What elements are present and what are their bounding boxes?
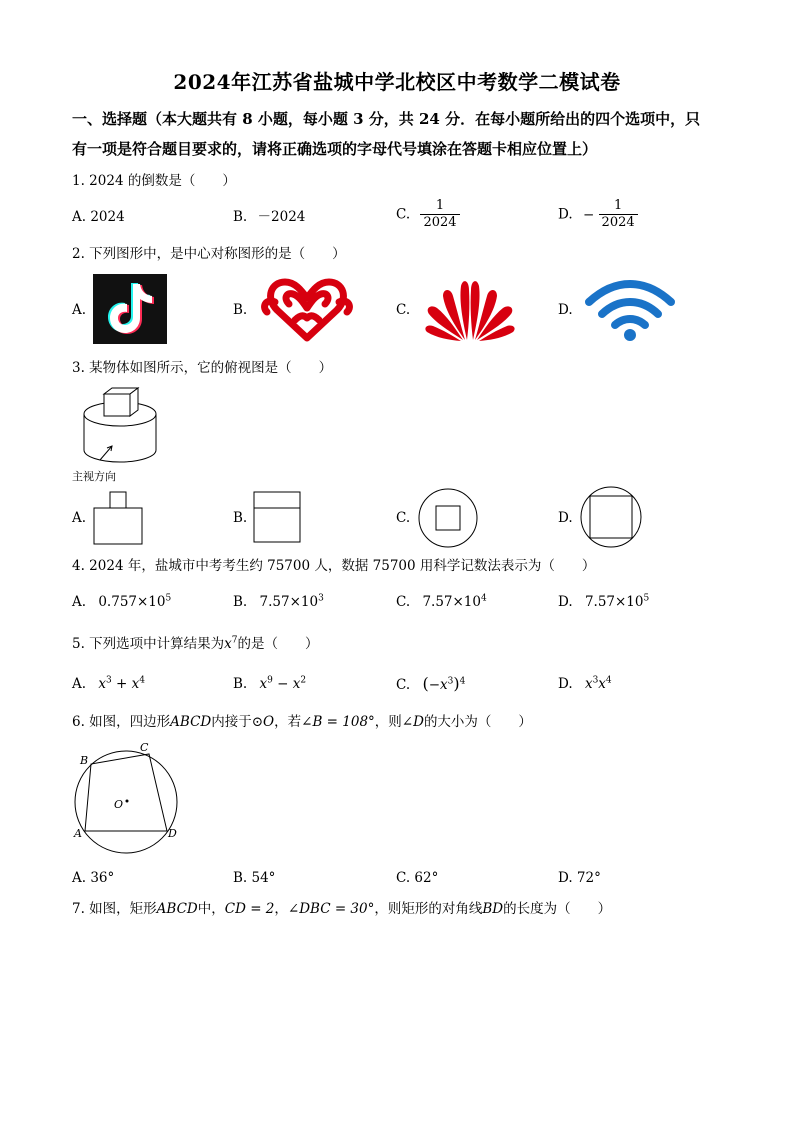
china-unicom-logo-icon: [259, 276, 355, 344]
section-heading-line2: 有一项是符合题目要求的，请将正确选项的字母代号填涂在答题卡相应位置上）: [72, 140, 598, 158]
q5-stem-prefix: 5. 下列选项中计算结果为: [72, 636, 225, 652]
q4-option-d-base: 7.57×10: [584, 594, 644, 610]
q2-option-c-label: C.: [396, 302, 411, 318]
q1-option-c: [396, 198, 460, 231]
section-heading: [72, 104, 732, 164]
question-2-stem: 2. 下列图形中，是中心对称图形的是（ ）: [72, 246, 346, 262]
q6-stem-mid2: ，若: [274, 714, 302, 730]
q6-quad-name: ABCD: [170, 714, 212, 730]
q1-option-c-fraction: [420, 198, 459, 231]
question-7-stem: [72, 899, 611, 919]
q7-stem-prefix: 7. 如图，矩形: [72, 901, 157, 917]
q5-option-b-label: B.: [233, 676, 248, 692]
q7-stem-mid1: 中，: [197, 901, 225, 917]
q4-option-d-exponent: 5: [643, 593, 650, 604]
q5-option-c-expression: $(-x^3)^4$: [422, 674, 466, 693]
q5-option-d: [558, 674, 612, 694]
q6-point-o-label: O: [114, 798, 124, 811]
q3-option-b-figure: [252, 490, 302, 544]
q4-option-b-base: 7.57×10: [259, 594, 319, 610]
q5-option-b-expression: $x^9 - x^2$: [259, 675, 307, 692]
q1-option-c-numerator: 1: [435, 198, 445, 213]
question-3-stem: 3. 某物体如图所示，它的俯视图是（ ）: [72, 360, 333, 376]
q7-bd-name: BD: [482, 901, 504, 917]
q2-option-a-label: A.: [72, 302, 87, 318]
q6-stem-mid3: ，则: [374, 714, 402, 730]
q6-circle-diagram: [68, 738, 184, 856]
q1-option-d-denominator: 2024: [599, 214, 638, 231]
q5-option-d-label: D.: [558, 676, 573, 692]
wifi-icon: [583, 278, 677, 342]
q3-option-c-label: C.: [396, 510, 411, 526]
q4-option-a: [72, 592, 171, 612]
q1-option-d-label: D.: [558, 206, 573, 223]
q4-option-b: [233, 592, 324, 612]
question-4-stem: 4. 2024 年，盐城市中考考生约 75700 人，数据 75700 用科学记数法表示为（ ）: [72, 558, 596, 574]
q4-option-c: [396, 592, 487, 612]
tiktok-logo-icon: [93, 274, 167, 344]
q7-stem-mid3: ，则矩形的对角线: [374, 901, 483, 917]
q3-option-c-figure: [416, 487, 480, 549]
q1-option-b-label: B.: [233, 209, 248, 225]
q6-stem-prefix: 6. 如图，四边形: [72, 714, 171, 730]
q4-option-a-base: 0.757×10: [98, 594, 166, 610]
question-5-stem: [72, 634, 319, 654]
q5-option-a-label: A.: [72, 676, 87, 692]
q1-option-d: [558, 198, 638, 231]
question-6-stem: [72, 712, 532, 732]
q6-stem-mid1: 内接于: [211, 714, 252, 730]
q3-option-a-figure: [92, 490, 144, 546]
q1-option-c-label: C.: [396, 206, 411, 223]
q4-option-c-label: C.: [396, 594, 411, 610]
q4-option-a-exponent: 5: [165, 593, 172, 604]
q3-option-a-label: A.: [72, 510, 87, 526]
q1-option-d-numerator: 1: [613, 198, 623, 213]
q5-option-d-expression: $x^3x^4$: [584, 675, 612, 692]
q4-option-d-label: D.: [558, 594, 573, 610]
q6-angle-b: ∠B = 108°: [301, 714, 375, 730]
q6-point-b-label: B: [80, 754, 89, 767]
q6-point-c-label: C: [140, 741, 149, 754]
q1-option-a: A. 2024: [72, 209, 125, 225]
q2-option-d-label: D.: [558, 302, 573, 318]
q5-option-a-expression: $x^3 + x^4$: [98, 675, 145, 692]
q5-option-c: [396, 674, 465, 695]
q6-point-a-label: A: [74, 827, 82, 840]
q6-option-d: D. 72°: [558, 870, 601, 886]
q1-option-c-denominator: 2024: [420, 214, 459, 231]
q4-option-c-exponent: 4: [481, 593, 487, 604]
q7-stem-suffix: 的长度为（ ）: [503, 901, 612, 917]
q5-option-b: [233, 674, 306, 694]
q5-stem-suffix: 的是（ ）: [237, 636, 319, 652]
q6-circle-name: ⊙O: [251, 714, 275, 730]
q7-rect-name: ABCD: [156, 901, 198, 917]
q6-option-b: B. 54°: [233, 870, 276, 886]
q4-option-d: [558, 592, 649, 612]
q6-stem-suffix: 的大小为（ ）: [423, 714, 532, 730]
q5-option-c-label: C.: [396, 677, 411, 693]
q5-stem-exponent: 7: [231, 635, 238, 646]
q6-option-a: A. 36°: [72, 870, 115, 886]
q3-option-d-figure: [578, 485, 644, 549]
q5-option-a: [72, 674, 145, 694]
q7-cd-value: CD = 2: [224, 901, 275, 917]
q1-option-b: [233, 207, 305, 227]
q3-view-direction-label: 主视方向: [72, 470, 116, 483]
q3-solid-figure: [78, 384, 162, 466]
q6-point-d-label: D: [168, 827, 177, 840]
q2-option-b-label: B.: [233, 302, 248, 318]
q1-option-b-value: －2024: [257, 209, 306, 225]
huawei-logo-icon: [423, 276, 515, 342]
q3-option-b-label: B.: [233, 510, 248, 526]
page-title: 2024年江苏省盐城中学北校区中考数学二模试卷: [173, 70, 621, 94]
section-heading-line1: 一、选择题（本大题共有 8 小题，每小题 3 分，共 24 分．在每小题所给出的四个选项中，只: [72, 110, 701, 128]
q4-option-b-exponent: 3: [318, 593, 324, 604]
q6-angle-d: ∠D: [401, 714, 424, 730]
q7-stem-mid2: ，: [274, 901, 288, 917]
q4-option-c-base: 7.57×10: [422, 594, 481, 610]
question-1-stem: 1. 2024 的倒数是（ ）: [72, 173, 236, 189]
q3-option-d-label: D.: [558, 510, 573, 526]
q4-option-a-label: A.: [72, 594, 87, 610]
q1-option-d-fraction: [599, 198, 638, 231]
q6-option-c: C. 62°: [396, 870, 439, 886]
q5-stem-variable: x: [224, 636, 232, 652]
q7-angle: ∠DBC = 30°: [287, 901, 375, 917]
q4-option-b-label: B.: [233, 594, 248, 610]
q1-option-d-sign: −: [582, 206, 595, 223]
